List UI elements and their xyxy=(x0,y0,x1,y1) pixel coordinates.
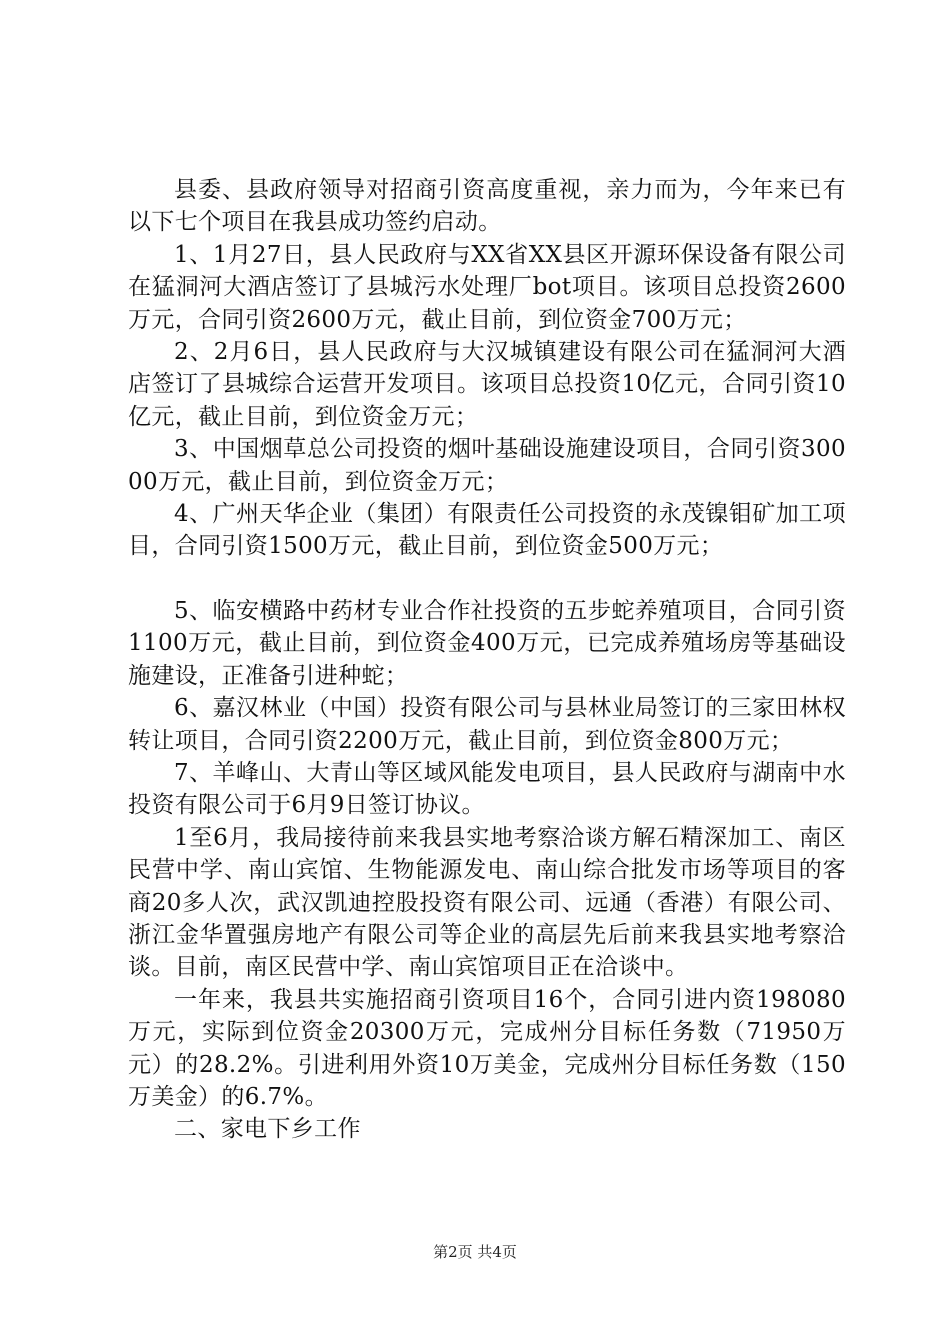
paragraph-visits: 1至6月，我局接待前来我县实地考察洽谈方解石精深加工、南区民营中学、南山宾馆、生物能源发电、南山综合批发市场等项目的客商20多人次，武汉凯迪控股投资有限公司、远通（香港）有限公司、浙江金华置强房地产有限公司等企业的高层先后前来我县实地考察洽谈。目前，南区民营中学、南山宾馆项目正在洽谈中。 xyxy=(128,824,846,981)
paragraph-item-1: 1、1月27日，县人民政府与XX省XX县区开源环保设备有限公司在猛洞河大酒店签订了县城污水处理厂bot项目。该项目总投资2600万元，合同引资2600万元，截止目前，到位资金700万元； xyxy=(128,241,846,333)
paragraph-item-6: 6、嘉汉林业（中国）投资有限公司与县林业局签订的三家田林权转让项目，合同引资2200万元，截止目前，到位资金800万元； xyxy=(128,695,846,754)
paragraph-item-2: 2、2月6日，县人民政府与大汉城镇建设有限公司在猛洞河大酒店签订了县城综合运营开发项目。该项目总投资10亿元，合同引资10亿元，截止目前，到位资金万元； xyxy=(128,339,846,430)
page-footer: 第2页 共4页 xyxy=(433,1243,517,1261)
paragraph-item-3: 3、中国烟草总公司投资的烟叶基础设施建设项目，合同引资30000万元，截止目前，到位资金万元； xyxy=(128,436,846,495)
paragraph-annual-summary: 一年来，我县共实施招商引资项目16个，合同引进内资198080万元，实际到位资金20300万元，完成州分目标任务数（71950万元）的28.2%。引进利用外资10万美金，完成州分目标任务数（150万美金）的6.7%。 xyxy=(128,986,846,1110)
document-body xyxy=(128,174,846,1146)
paragraph-item-7: 7、羊峰山、大青山等区域风能发电项目，县人民政府与湖南中水投资有限公司于6月9日签订协议。 xyxy=(128,759,846,819)
paragraph-item-5: 5、临安横路中药材专业合作社投资的五步蛇养殖项目，合同引资1100万元，截止目前，到位资金400万元，已完成养殖场房等基础设施建设，正准备引进种蛇； xyxy=(128,597,846,689)
section-heading-appliances: 二、家电下乡工作 xyxy=(174,1116,361,1143)
paragraph-item-4: 4、广州天华企业（集团）有限责任公司投资的永茂镍钼矿加工项目，合同引资1500万元，截止目前，到位资金500万元； xyxy=(128,501,846,560)
paragraph-intro: 县委、县政府领导对招商引资高度重视，亲力而为，今年来已有以下七个项目在我县成功签约启动。 xyxy=(128,177,846,236)
